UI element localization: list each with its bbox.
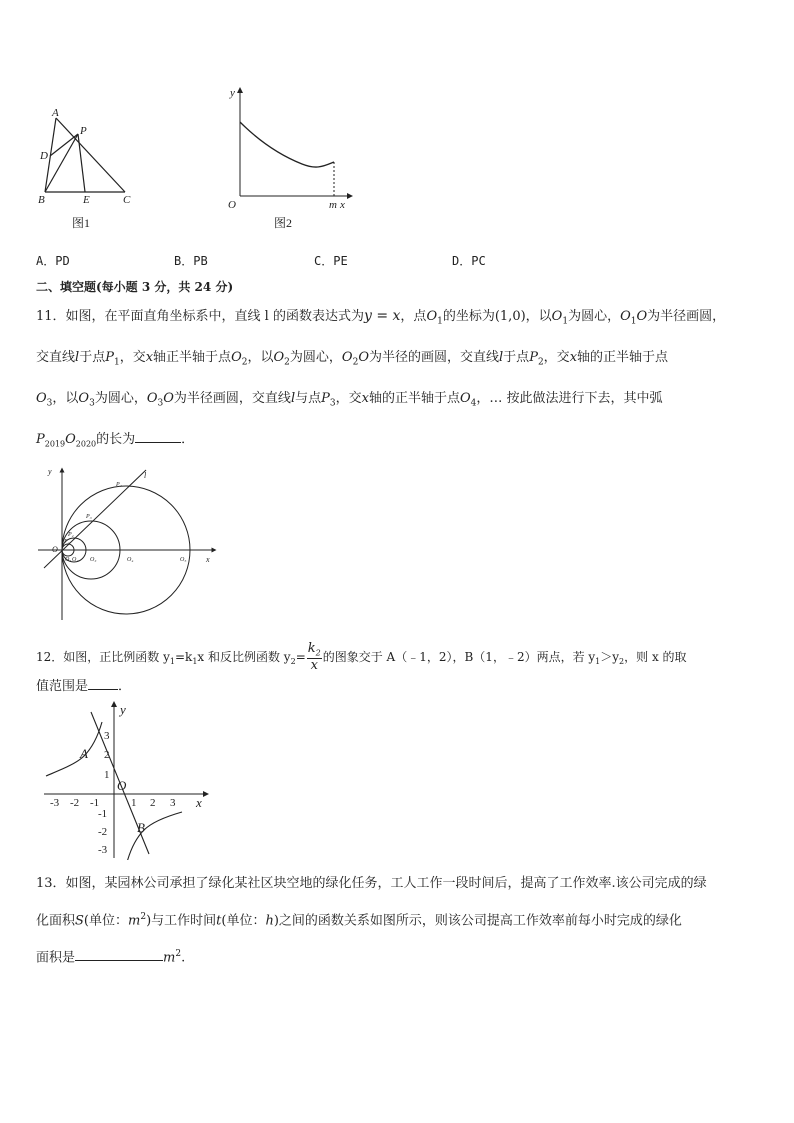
q11-text: 为圆心， bbox=[289, 350, 342, 365]
figure-1-triangle bbox=[36, 104, 146, 234]
label-y: y bbox=[230, 87, 235, 99]
segment-pb bbox=[45, 134, 78, 192]
q13-text: )之间的函数关系如图所示，则该公司提高工作效率前每小时完成的绿化 bbox=[273, 913, 682, 929]
tick-x-2: 2 bbox=[150, 797, 156, 809]
q11-symbol: O bbox=[65, 432, 76, 447]
tick-x-1: 1 bbox=[131, 797, 137, 809]
q11-text: 于点 bbox=[79, 350, 106, 365]
q11-symbol: O bbox=[231, 350, 242, 365]
q11-text: 与点 bbox=[295, 391, 322, 406]
q13-number: 13． bbox=[36, 876, 66, 891]
figure-2-curve bbox=[222, 84, 356, 234]
label-o: O bbox=[52, 545, 58, 554]
label-o3: O₃ bbox=[90, 557, 97, 563]
answer-blank[interactable] bbox=[135, 441, 181, 443]
label-o2: O₂ bbox=[72, 557, 79, 563]
q11-symbol: O bbox=[459, 391, 471, 406]
label-b: B bbox=[137, 820, 145, 835]
q11-symbol: O bbox=[36, 391, 47, 406]
q11-subscript: 3 bbox=[157, 398, 164, 409]
q11-symbol: x bbox=[145, 350, 154, 365]
q11-text: ，交 bbox=[119, 350, 146, 365]
q13-text: (单位： bbox=[221, 913, 266, 929]
q12-text: =k bbox=[174, 649, 193, 664]
q13-text: )与工作时间 bbox=[146, 913, 217, 929]
q11-subscript: 1 bbox=[437, 316, 443, 327]
q11-text: 轴的正半轴于点 bbox=[577, 350, 669, 365]
q12-line-1 bbox=[36, 642, 687, 673]
option-text: PC bbox=[471, 254, 486, 268]
q12-subscript: 2 bbox=[619, 657, 625, 667]
q11-subscript: 1 bbox=[630, 316, 637, 327]
q11-line-3: $O_3$，以$O_3$为圆心，$O_3O$为半径画圆，交直线l与点$P_3$，交x轴的正半轴于点$O_4$，… 按此做法进行下去，其中弧 bbox=[36, 391, 663, 409]
fraction-numerator: k bbox=[307, 641, 316, 656]
q11-subscript: 3 bbox=[329, 398, 336, 409]
tick-y-2: 2 bbox=[104, 749, 110, 761]
q12-text: ，则 x 的取 bbox=[624, 649, 687, 664]
tick-y-3: 3 bbox=[104, 730, 110, 742]
q11-line-2: 交直线l于点$P_1$，交x轴正半轴于点$O_2$，以$O_2$为圆心，$O_2O$为半径的画圆，交直线l于点$P_2$，交x轴的正半轴于点 bbox=[36, 350, 669, 368]
q12-subscript: 1 bbox=[595, 657, 601, 667]
hyperbola-branch-left bbox=[46, 722, 102, 776]
label-p: P bbox=[80, 125, 87, 137]
label-o: O bbox=[228, 199, 236, 211]
q12-text: x 和反比例函数 y bbox=[197, 649, 291, 664]
q11-symbol: O bbox=[341, 350, 353, 365]
figure-2-caption: 图2 bbox=[274, 216, 293, 230]
q11-text: 的坐标为(1,0)，以 bbox=[442, 309, 552, 324]
q13-line-3 bbox=[36, 950, 185, 964]
q13-text: . bbox=[181, 950, 186, 966]
label-b: B bbox=[38, 194, 45, 206]
q11-symbol: P bbox=[321, 391, 330, 406]
q13-text: (单位： bbox=[83, 913, 128, 929]
label-x: x bbox=[206, 555, 210, 564]
q11-symbol: l bbox=[499, 350, 504, 365]
q11-symbol: O bbox=[620, 309, 631, 324]
q11-text: 为半径画圆，交直线 bbox=[173, 391, 291, 406]
q11-subscript: 1 bbox=[562, 316, 569, 327]
q11-symbol: P bbox=[36, 432, 45, 447]
q13-symbol: t bbox=[216, 913, 222, 929]
tick-y--2: -2 bbox=[98, 826, 108, 838]
tick-x--1: -1 bbox=[90, 797, 100, 809]
q13-text: 面积是 bbox=[36, 950, 76, 966]
q12-number: 12． bbox=[36, 649, 64, 664]
q11-subscript: 2 bbox=[352, 357, 359, 368]
figure-1-caption: 图1 bbox=[72, 216, 91, 230]
label-x: x bbox=[196, 795, 202, 810]
section-title: 二、填空题(每小题 3 分，共 24 分) bbox=[36, 280, 234, 294]
label-y: y bbox=[120, 702, 126, 717]
q12-text: 的图象交于 A（﹣1，2），B（1，﹣2）两点，若 y bbox=[322, 649, 596, 664]
q13-symbol: h bbox=[265, 913, 274, 929]
q13-symbol: m bbox=[163, 950, 176, 966]
q11-symbol: l bbox=[75, 350, 80, 365]
label-o4: O₄ bbox=[127, 557, 134, 563]
answer-blank[interactable] bbox=[88, 688, 118, 690]
label-a: A bbox=[52, 107, 59, 119]
q11-subscript: 2020 bbox=[75, 439, 97, 449]
fraction-denominator: x bbox=[310, 657, 318, 673]
label-c: C bbox=[123, 194, 131, 206]
option-b bbox=[174, 252, 208, 269]
segment-pd bbox=[50, 134, 78, 156]
tick-y-1: 1 bbox=[104, 769, 110, 781]
option-letter: B． bbox=[174, 254, 194, 268]
tick-x--2: -2 bbox=[70, 797, 80, 809]
q12-text: 值范围是 bbox=[36, 679, 89, 694]
label-p4: P₄ bbox=[116, 482, 122, 488]
q11-text: 于点 bbox=[503, 350, 530, 365]
q11-symbol: O bbox=[426, 309, 438, 324]
q11-subscript: 3 bbox=[89, 398, 95, 409]
q11-text: 交直线 bbox=[36, 350, 76, 365]
label-o1: O₁ bbox=[65, 557, 72, 563]
q12-fraction bbox=[307, 642, 322, 673]
option-d bbox=[452, 252, 486, 269]
label-e: E bbox=[83, 194, 90, 206]
q12-text: ＞y bbox=[600, 649, 620, 664]
option-c bbox=[314, 252, 348, 269]
q11-text: 为圆心， bbox=[568, 309, 621, 324]
q11-symbol: x bbox=[361, 391, 369, 406]
option-letter: A． bbox=[36, 254, 56, 268]
q11-symbol: P bbox=[105, 350, 114, 365]
q13-text: 化面积 bbox=[36, 913, 76, 929]
option-text: PD bbox=[55, 254, 70, 268]
q12-figure-graph bbox=[40, 700, 212, 860]
tick-y--3: -3 bbox=[98, 844, 108, 856]
q11-subscript: 4 bbox=[470, 398, 477, 409]
q11-text: 为半径画圆， bbox=[647, 309, 726, 324]
line-l bbox=[44, 470, 146, 568]
q13-line-1 bbox=[36, 877, 707, 890]
label-y: y bbox=[48, 467, 52, 476]
q12-text: ． bbox=[118, 679, 132, 694]
q11-text: ，以 bbox=[52, 391, 79, 406]
option-letter: D． bbox=[452, 254, 472, 268]
q11-symbol: P bbox=[529, 350, 538, 365]
label-d: D bbox=[40, 150, 48, 162]
q11-text: 的长为 bbox=[96, 432, 136, 447]
label-l: l bbox=[144, 471, 147, 480]
q11-symbol: O bbox=[273, 350, 285, 365]
q11-line-4 bbox=[36, 433, 194, 449]
q11-text: ，交 bbox=[335, 391, 362, 406]
label-p3: P₃ bbox=[86, 514, 92, 520]
option-letter: C． bbox=[314, 254, 334, 268]
label-m: m bbox=[329, 199, 337, 211]
q11-text: 轴正半轴于点 bbox=[153, 350, 232, 365]
q11-text: 为半径的画圆，交直线 bbox=[368, 350, 499, 365]
q11-symbol: O bbox=[78, 391, 90, 406]
q11-symbol: O bbox=[146, 391, 158, 406]
option-text: PB bbox=[193, 254, 208, 268]
q11-symbol: O bbox=[551, 309, 563, 324]
q11-expression: y = x bbox=[363, 308, 401, 324]
q13-symbol: S bbox=[75, 913, 84, 929]
q11-text: ，以 bbox=[247, 350, 274, 365]
q11-subscript: 2 bbox=[284, 357, 290, 368]
q12-text: = bbox=[295, 649, 306, 664]
q11-subscript: 2 bbox=[241, 357, 248, 368]
q11-text: ，点 bbox=[400, 309, 427, 324]
q11-subscript: 3 bbox=[46, 398, 53, 409]
option-a bbox=[36, 252, 70, 269]
q13-symbol: m bbox=[128, 913, 141, 929]
label-a: A bbox=[80, 746, 88, 761]
answer-blank[interactable] bbox=[75, 959, 163, 961]
q11-number: 11． bbox=[36, 309, 66, 324]
function-curve bbox=[240, 122, 334, 167]
q11-line-1: 11．如图，在平面直角坐标系中，直线 l 的函数表达式为y = x，点$O_1$的坐标为(1,0)，以$O_1$为圆心，$O_1O$为半径画圆， bbox=[36, 308, 726, 327]
q11-text: 如图，在平面直角坐标系中，直线 l 的函数表达式为 bbox=[65, 309, 364, 324]
q12-text: 如图，正比例函数 y bbox=[63, 649, 170, 664]
q11-text: ． bbox=[181, 432, 195, 447]
label-o5: O₅ bbox=[180, 557, 187, 563]
q11-subscript: 2019 bbox=[44, 439, 66, 449]
q12-subscript: 1 bbox=[169, 657, 175, 667]
q11-text: ，… 按此做法进行下去，其中弧 bbox=[476, 391, 663, 406]
option-text: PE bbox=[333, 254, 348, 268]
q13-superscript: 2 bbox=[140, 912, 147, 922]
tick-x--3: -3 bbox=[50, 797, 60, 809]
q11-subscript: 1 bbox=[113, 357, 120, 368]
q11-symbol: l bbox=[290, 391, 296, 406]
q11-symbol: x bbox=[569, 350, 578, 365]
q11-text: ，交 bbox=[543, 350, 570, 365]
q13-superscript: 2 bbox=[175, 949, 182, 959]
q12-line-2 bbox=[36, 680, 131, 693]
q11-text: 轴的正半轴于点 bbox=[368, 391, 460, 406]
segment-pe bbox=[78, 134, 85, 192]
q12-subscript: 2 bbox=[315, 648, 321, 658]
label-p2: P₂ bbox=[68, 532, 74, 538]
tick-y--1: -1 bbox=[98, 808, 108, 820]
q11-subscript: 2 bbox=[537, 357, 544, 368]
label-p1: P₁ bbox=[64, 539, 70, 545]
label-x: x bbox=[340, 199, 345, 211]
q11-text: 为圆心， bbox=[94, 391, 147, 406]
q13-line-2 bbox=[36, 913, 682, 927]
q13-text: 如图，某园林公司承担了绿化某社区块空地的绿化任务，工人工作一段时间后，提高了工作效率.该公司完成的绿 bbox=[65, 876, 707, 891]
q12-subscript: 2 bbox=[290, 657, 296, 667]
q11-figure-circles bbox=[34, 464, 220, 624]
q12-subscript: 1 bbox=[192, 657, 198, 667]
label-o: O bbox=[117, 778, 127, 793]
tick-x-3: 3 bbox=[170, 797, 176, 809]
